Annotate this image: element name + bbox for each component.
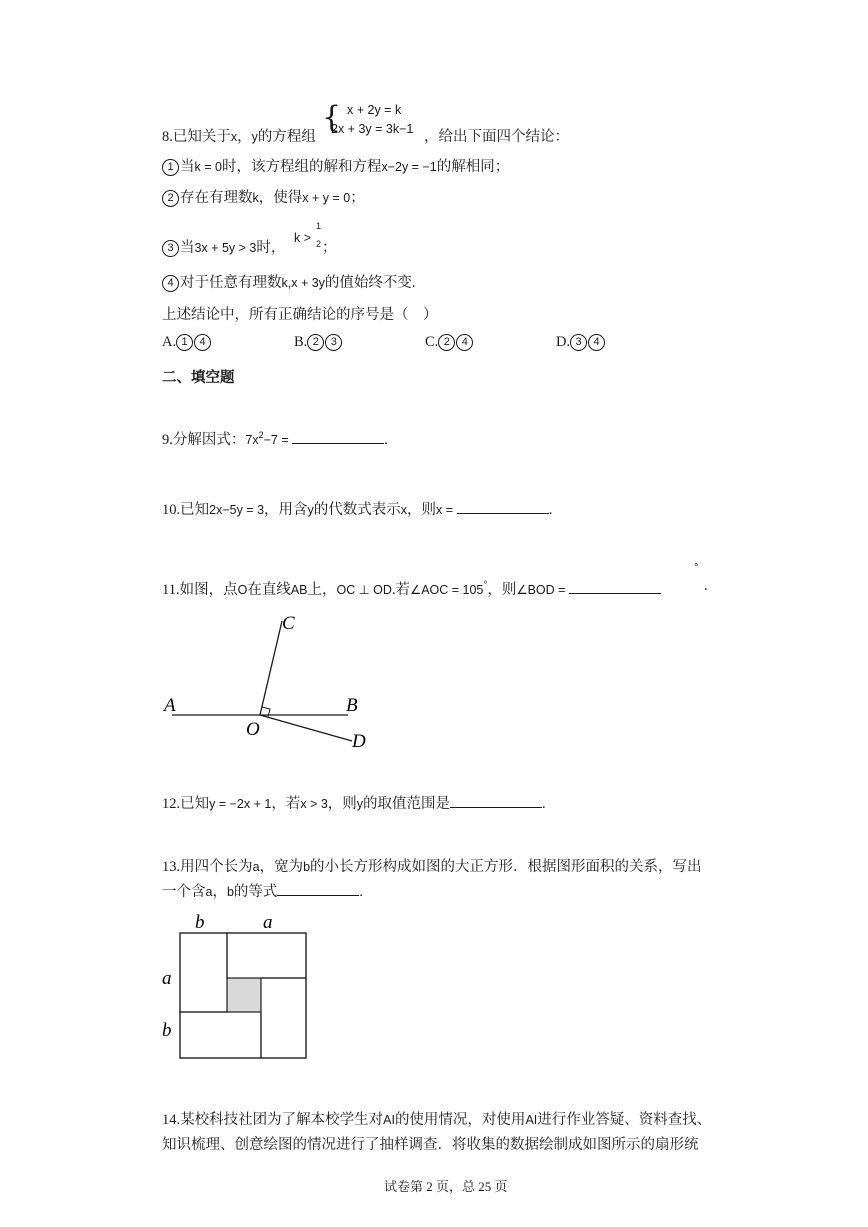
system-brace: { bbox=[322, 100, 342, 135]
label-left-b: b bbox=[162, 1020, 172, 1041]
label-c: C bbox=[282, 613, 295, 634]
q8-conclusion: 上述结论中，所有正确结论的序号是（ ） bbox=[162, 307, 438, 323]
option-a[interactable]: A. 1 4 bbox=[162, 334, 212, 351]
circled-number-1: 1 bbox=[162, 159, 179, 176]
q8-stem-suffix: ，给出下面四个结论： bbox=[424, 129, 569, 145]
label-left-a: a bbox=[162, 968, 172, 989]
q9: 9.分解因式：$7x^2-7$ = . bbox=[162, 430, 388, 448]
answer-blank[interactable] bbox=[569, 579, 661, 594]
fraction-numerator: 1 bbox=[316, 221, 322, 231]
label-a: A bbox=[164, 695, 176, 716]
angle-figure bbox=[160, 605, 380, 755]
option-d[interactable]: D. 3 4 bbox=[556, 334, 606, 351]
circled-number-2: 2 bbox=[162, 190, 179, 207]
label-top-a: a bbox=[263, 912, 273, 933]
square-figure bbox=[155, 908, 315, 1063]
q8-claim-1: 1 当k = 0时，该方程组的解和方程x−2y = −1的解相同； bbox=[162, 155, 509, 176]
section-heading: 二、填空题 bbox=[162, 370, 235, 386]
math-y: y bbox=[251, 130, 258, 144]
label-b: B bbox=[346, 695, 358, 716]
ray-od bbox=[260, 715, 352, 741]
q8-claim-3-k: k > bbox=[294, 231, 312, 245]
circled-number-4: 4 bbox=[162, 275, 179, 292]
q11-end: . bbox=[704, 578, 708, 594]
fraction-denominator: 2 bbox=[316, 239, 322, 249]
system-eq1: x + 2y = k bbox=[347, 103, 402, 117]
rect-bottom bbox=[180, 1012, 261, 1058]
q14-line1: 14.某校科技社团为了解本校学生对AI的使用情况，对使用AI进行作业答疑、资料查找、 bbox=[162, 1112, 712, 1128]
q8-claim-4: 4 对于任意有理数k,x + 3y的值始终不变. bbox=[162, 271, 416, 292]
option-b[interactable]: B. 2 3 bbox=[294, 334, 343, 351]
q8-claim-3-end: ； bbox=[322, 240, 337, 256]
q10: 10.已知2x−5y = 3，用含y的代数式表示x，则x = . bbox=[162, 498, 552, 519]
rect-top bbox=[227, 933, 306, 978]
rect-right bbox=[261, 978, 306, 1058]
label-top-b: b bbox=[195, 912, 205, 933]
answer-blank[interactable] bbox=[292, 429, 384, 444]
q11: 11.如图，点O在直线AB上，OC ⊥ OD.若∠AOC = 105°，则∠BOD = bbox=[162, 578, 661, 599]
q13-line1: 13.用四个长为a，宽为b的小长方形构成如图的大正方形．根据图形面积的关系，写出 bbox=[162, 859, 702, 875]
q8-claim-3: 3 当3x + 5y > 3时， bbox=[162, 236, 285, 257]
q8-claim-2: 2 存在有理数k，使得x + y = 0； bbox=[162, 186, 365, 207]
option-c[interactable]: C. 2 4 bbox=[425, 334, 474, 351]
math-x: x bbox=[230, 130, 238, 144]
page-footer: 试卷第 2 页，总 25 页 bbox=[384, 1179, 508, 1194]
rect-left bbox=[180, 933, 227, 1012]
system-eq2: 2x + 3y = 3k−1 bbox=[331, 122, 414, 136]
q14-line2: 知识梳理、创意绘图的情况进行了抽样调查．将收集的数据绘制成如图所示的扇形统 bbox=[162, 1137, 699, 1153]
label-o: O bbox=[246, 719, 260, 740]
degree-mark: ° bbox=[694, 562, 699, 574]
center-square bbox=[227, 978, 261, 1012]
label-d: D bbox=[352, 731, 366, 752]
q8-stem: 8.已知关于x，y的方程组 bbox=[162, 129, 316, 145]
answer-blank[interactable] bbox=[450, 793, 542, 808]
circled-number-3: 3 bbox=[162, 240, 179, 257]
q12: 12.已知y = −2x + 1，若x > 3，则y的取值范围是 . bbox=[162, 792, 546, 813]
q13-line2: 一个含a，b的等式 . bbox=[162, 880, 363, 901]
answer-blank[interactable] bbox=[277, 881, 359, 896]
answer-blank[interactable] bbox=[457, 499, 549, 514]
ray-oc bbox=[260, 621, 282, 715]
